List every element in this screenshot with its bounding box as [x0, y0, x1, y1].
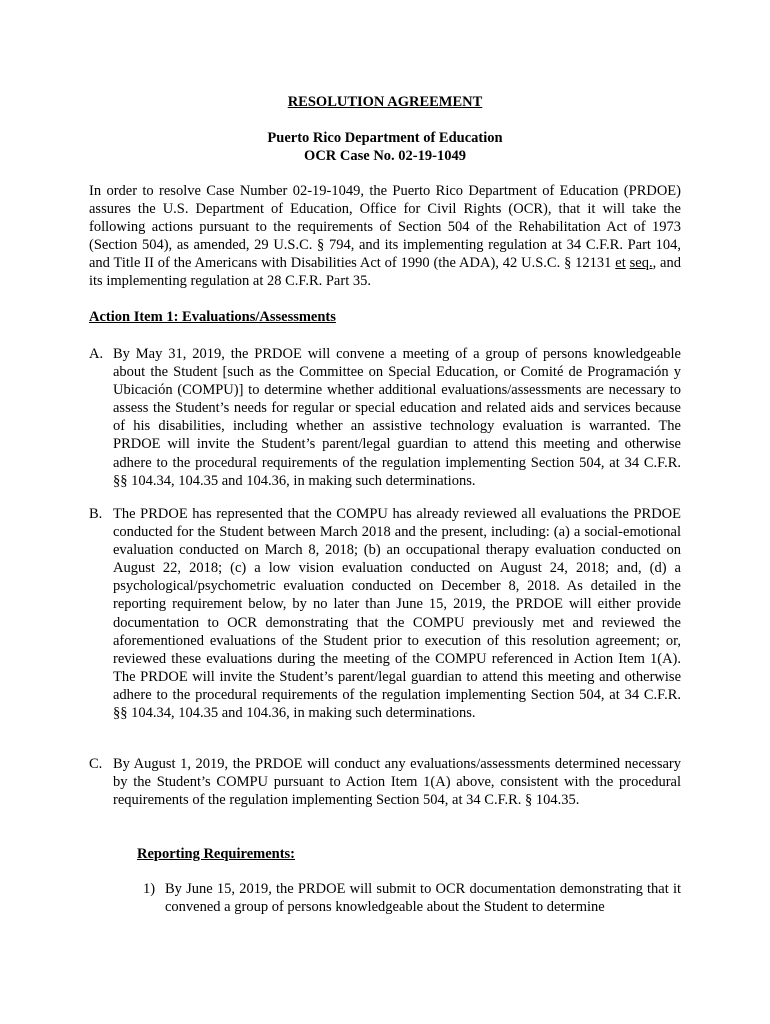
list-item-a — [89, 345, 681, 490]
list-marker: B. — [89, 506, 103, 522]
case-number: OCR Case No. 02-19-1049 — [304, 148, 466, 164]
intro-paragraph — [89, 182, 681, 291]
list-item-text: By May 31, 2019, the PRDOE will convene a meeting of a group of persons knowledgeable about the Student [such as the Committee on Special Education, or Comité de Programación y Ubicación (COMPU)] to determine whether additional evaluations/assessments are necessary to assess the Student’s needs for regular or special education and related aids and services because of his disabilities, including whether an assistive technology evaluation is warranted. The PRDOE will invite the Student’s parent/legal guardian to attend this meeting and otherwise adhere to the procedural requirements of the regulation implementing Section 504, at 34 C.F.R. §§ 104.34, 104.35 and 104.36, in making such determinations. — [113, 346, 681, 489]
reporting-requirements-heading: Reporting Requirements: — [137, 846, 296, 862]
agency-name: Puerto Rico Department of Education — [267, 130, 503, 146]
list-marker: A. — [89, 346, 104, 362]
reporting-item-1 — [143, 880, 681, 916]
intro-seq: seq. — [629, 255, 653, 272]
document-title: RESOLUTION AGREEMENT — [287, 94, 483, 110]
intro-text-end: , and its implementing regulation at 28 C.F.R. Part 35. — [89, 255, 681, 290]
action-item-heading: Action Item 1: Evaluations/Assessments — [89, 309, 336, 325]
list-marker: 1) — [143, 881, 156, 897]
intro-et: et — [615, 255, 626, 272]
list-item-c — [89, 755, 681, 809]
list-item-text: The PRDOE has represented that the COMPU has already reviewed all evaluations the PRDOE conducted for the Student between March 2018 and the present, including: (a) a social-emotional evaluation conducted on March 8, 2018; (b) an occupational therapy evaluation conducted on August 22, 2018; (c) a low vision evaluation conducted on August 24, 2018; and, (d) a psychological/psychometric evaluation conducted on December 8, 2018. As detailed in the reporting requirement below, by no later than June 15, 2019, the PRDOE will either provide documentation to OCR demonstrating that the COMPU previously met and reviewed the aforementioned evaluations of the Student prior to execution of this resolution agreement; or, reviewed these evaluations during the meeting of the COMPU referenced in Action Item 1(A). The PRDOE will invite the Student’s parent/legal guardian to attend this meeting and otherwise adhere to the procedural requirements of the regulation implementing Section 504, at 34 C.F.R. §§ 104.34, 104.35 and 104.36, in making such determinations. — [113, 506, 681, 722]
list-item-text: By June 15, 2019, the PRDOE will submit to OCR documentation demonstrating that it convened a group of persons knowledgeable about the Student to determine — [165, 881, 681, 916]
list-marker: C. — [89, 756, 103, 772]
list-item-b — [89, 505, 681, 722]
list-item-text: By August 1, 2019, the PRDOE will conduct any evaluations/assessments determined necessary by the Student’s COMPU pursuant to Action Item 1(A) above, consistent with the procedural requirements of the regulation implementing Section 504, at 34 C.F.R. § 104.35. — [113, 756, 681, 809]
intro-text-start: In order to resolve Case Number 02-19-1049, the Puerto Rico Department of Education (PRDOE) assures the U.S. Department of Education, Office for Civil Rights (OCR), that it will take the following actions pursuant to the requirements of Section 504 of the Rehabilitation Act of 1973 (Section 504), as amended, 29 U.S.C. § 794, and its implementing regulation at 34 C.F.R. Part 104, and Title II of the Americans with Disabilities Act of 1990 (the ADA), 42 U.S.C. § 12131 — [89, 183, 681, 272]
